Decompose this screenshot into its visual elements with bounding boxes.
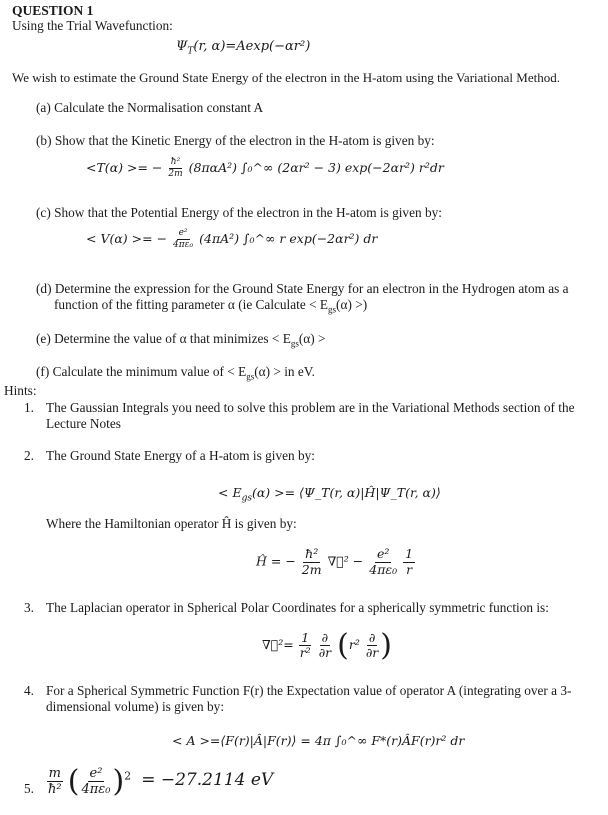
hint-2-text: The Ground State Energy of a H-atom is given by:: [46, 448, 315, 463]
ke-frac-num: ħ²: [170, 157, 181, 167]
laplacian-equation: [262, 628, 392, 663]
gs-eq-subscript: gs: [241, 493, 252, 504]
rydberg-fraction-2: [79, 767, 112, 796]
ham-lhs: Ĥ = −: [256, 553, 296, 569]
lap-frac3-num: ∂: [368, 629, 376, 645]
hint-5-number: 5.: [24, 781, 34, 796]
lap-frac1-den: r²: [299, 645, 311, 660]
gs-eq-rest: (α) >= ⟨Ψ_T(r, α)|Ĥ|Ψ_T(r, α)⟩: [251, 485, 441, 500]
lap-frac3-den: ∂r: [365, 645, 379, 660]
ke-frac-den: 2m: [168, 169, 183, 179]
rydberg-exponent: 2: [124, 769, 132, 783]
hint-3-number: 3.: [24, 600, 34, 615]
part-e-text: (e) Determine the value of α that minimizes < E: [36, 331, 291, 346]
rydberg-fraction-1: [46, 767, 64, 796]
wavefunction-symbol: Ψ: [176, 39, 188, 54]
lap-frac2-den: ∂r: [318, 645, 332, 660]
ke-fraction: [166, 158, 184, 179]
pe-frac-num: e²: [178, 228, 188, 238]
ke-rhs: (8παA²) ∫₀^∞ (2αr² − 3) exp(−2αr²) r²dr: [188, 160, 444, 175]
pe-fraction: [171, 229, 195, 250]
lap-open-paren: (: [337, 628, 349, 663]
ham-frac3-den: r: [406, 561, 413, 577]
part-e-subscript: gs: [290, 338, 299, 349]
part-d-text: function of the fitting parameter α (ie Calculate < E: [54, 297, 329, 312]
ham-frac2-den: 4πε₀: [369, 561, 398, 577]
part-f-text: (f) Calculate the minimum value of < E: [36, 364, 247, 379]
rydberg-frac1-num: m: [48, 766, 61, 781]
hint-4-number: 4.: [24, 683, 34, 698]
rydberg-open-paren: (: [67, 764, 80, 799]
part-f-tail: (α) > in eV.: [254, 364, 315, 379]
ke-lhs: <T(α) >= −: [86, 160, 163, 175]
wavefunction-subscript: T: [187, 46, 194, 57]
hamiltonian-where-text: Where the Hamiltonian operator Ĥ is given by:: [46, 516, 297, 531]
rydberg-frac2-num: e²: [89, 766, 103, 781]
ham-mid: ∇⃗² −: [327, 553, 364, 569]
ham-frac1-den: 2m: [301, 561, 322, 577]
part-d-line1: (d) Determine the expression for the Ground State Energy for an electron in the Hydrogen atom as a: [36, 281, 569, 296]
hints-heading: Hints:: [4, 383, 37, 398]
ham-frac3-num: 1: [405, 546, 414, 561]
lap-fraction-1: [298, 629, 313, 660]
part-f-subscript: gs: [246, 371, 255, 382]
hamiltonian-equation: [256, 548, 415, 576]
ham-fraction-1: [300, 548, 324, 576]
question-title: QUESTION 1: [12, 3, 94, 18]
gs-eq-lhs: < E: [218, 485, 242, 500]
part-e-tail: (α) >: [298, 331, 326, 346]
hint-2-number: 2.: [24, 448, 34, 463]
expectation-eq: < A >=⟨F(r)|Â|F(r)⟩ = 4π ∫₀^∞ F*(r)ÂF(r)r² dr: [172, 733, 465, 748]
part-b: (b) Show that the Kinetic Energy of the electron in the H-atom is given by:: [36, 133, 435, 148]
rydberg-frac1-den: ħ²: [48, 782, 62, 797]
ham-fraction-3: [403, 548, 415, 576]
part-d-subscript: gs: [328, 304, 337, 315]
kinetic-energy-equation: [86, 158, 444, 179]
part-d-tail: (α) >): [336, 297, 368, 312]
intro-text: Using the Trial Wavefunction:: [12, 18, 173, 33]
wavefunction-equation: [176, 39, 310, 57]
part-a: (a) Calculate the Normalisation constant A: [36, 100, 264, 115]
pe-rhs: (4πA²) ∫₀^∞ r exp(−2αr²) dr: [199, 231, 378, 246]
rydberg-close-paren: ): [112, 764, 125, 799]
pe-frac-den: 4πε₀: [173, 240, 194, 250]
problem-statement: We wish to estimate the Ground State Energy of the electron in the H-atom using the Variational Method.: [12, 70, 560, 85]
ham-frac2-num: e²: [376, 546, 390, 561]
lap-r-squared: r²: [348, 637, 360, 652]
hint-1-number: 1.: [24, 400, 34, 415]
rydberg-frac2-den: 4πε₀: [81, 782, 111, 797]
lap-fraction-2: [317, 629, 333, 660]
lap-fraction-3: [364, 629, 380, 660]
lap-frac2-num: ∂: [321, 629, 329, 645]
part-f: [36, 364, 315, 382]
ground-state-equation: [218, 485, 441, 504]
wavefunction-rest: (r, α)=Aexp(−αr²): [193, 39, 311, 54]
potential-energy-equation: [86, 229, 377, 250]
lap-lhs: ∇⃗²=: [262, 637, 294, 652]
hint-3-text: The Laplacian operator in Spherical Polar Coordinates for a spherically symmetric function is:: [46, 600, 549, 615]
pe-lhs: < V(α) >= −: [86, 231, 168, 246]
part-c: (c) Show that the Potential Energy of the electron in the H-atom is given by:: [36, 205, 442, 220]
lap-close-paren: ): [380, 628, 392, 663]
expectation-equation: [172, 733, 464, 748]
ham-fraction-2: [367, 548, 399, 576]
rydberg-equation: [46, 764, 273, 799]
hint-4-text: For a Spherical Symmetric Function F(r) the Expectation value of operator A (integrating over a 3-dimensional volume) is given by:: [46, 683, 572, 714]
hint-1-text: The Gaussian Integrals you need to solve this problem are in the Variational Methods section of the Lecture Notes: [46, 400, 575, 431]
lap-frac1-num: 1: [301, 629, 310, 645]
part-d-line2: [54, 297, 367, 315]
rydberg-rhs: = −27.2114 eV: [141, 770, 274, 790]
ham-frac1-num: ħ²: [305, 546, 319, 561]
part-e: [36, 331, 326, 349]
